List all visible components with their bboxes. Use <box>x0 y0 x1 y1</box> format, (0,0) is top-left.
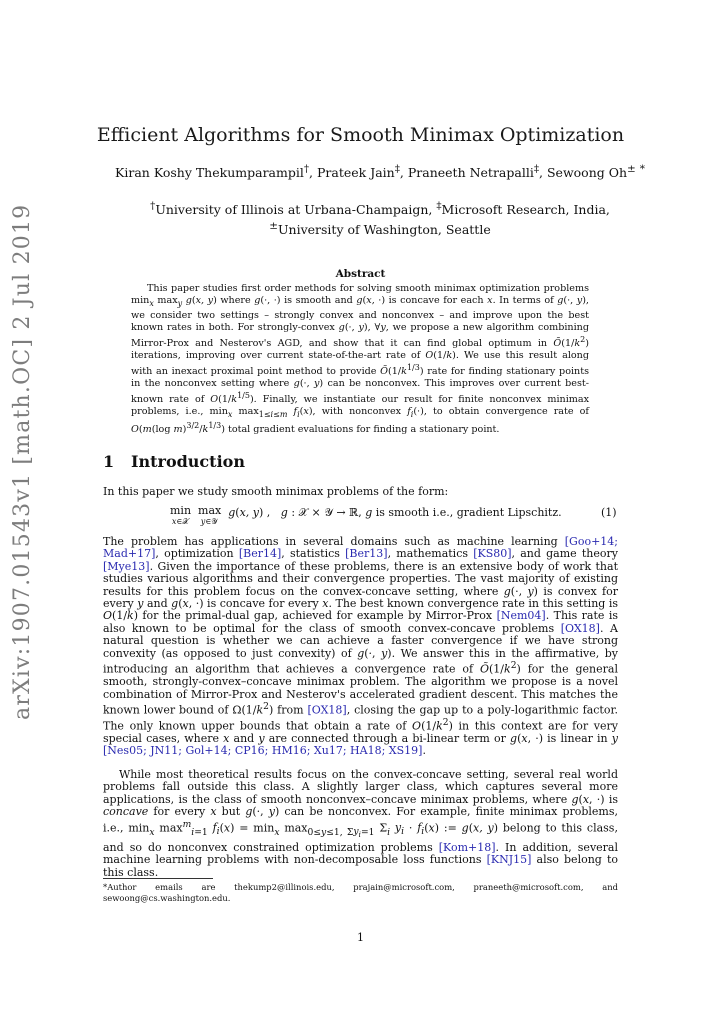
equation-1: min x∈𝒳 max y∈𝒴 g(x, y) , g : 𝒳 × 𝒴 → ℝ, g is smooth i.e., gradient Lipschitz. <box>170 504 562 526</box>
affiliation-line-2: ±University of Washington, Seattle <box>269 220 491 238</box>
intro-paragraph-2: The problem has applications in several domains such as machine learning [Goo+14; Mad+17], optimization [Ber14], statistics [Ber13], mathematics [KS80], and game theory [Mye13]. Given the importance of these problems, there is an extensive body of work that studies various algorithms and their convergence properties. The vast majority of existing results for this problem focus on the convex-concave setting, where g(·, y) is convex for every y and g(x, ·) is concave for every x. The best known convergence rate in this setting is O(1/k) for the primal-dual gap, achieved for example by Mirror-Prox [Nem04]. This rate is also known to be optimal for the class of smooth convex-concave problems [OX18]. A natural question is whether we can achieve a faster convergence if we have strong convexity (as opposed to just convexity) of g(·, y). We answer this in the affirmative, by introducing an algorithm that achieves a convergence rate of $Õ(1/k^2)$ for the general smooth, strongly-convex–concave minimax problem. The algorithm we propose is a novel combination of Mirror-Prox and Nesterov's accelerated gradient descent. This matches the known lower bound of $\Omega(1/k^2)$ from [OX18], closing the gap up to a poly-logarithmic factor. The only known upper bounds that obtain a rate of $O(1/k^2)$ in this context are for very special cases, where x and y are connected through a bi-linear term or g(x, ·) is linear in y [Nes05; JN11; Gol+14; CP16; HM16; Xu17; HA18; XS19]. <box>103 535 618 758</box>
arxiv-identifier: arXiv:1907.01543v1 [math.OC] 2 Jul 2019 <box>10 203 35 720</box>
abstract-text: This paper studies first order methods for solving smooth minimax optimization problems $\min_x \max_y g(x$, y) where g(·, ·) is smooth and g(x, ·) is concave for each x. In terms of g(·, y), we consider two settings – strongly convex and nonconvex – and improve upon the best known rates in both. For strongly-convex g(·, y), ∀y, we propose a new algorithm combining Mirror-Prox and Nesterov's AGD, and show that it can find global optimum in $Õ(1/k^2)$ iterations, improving over current state-of-the-art rate of O(1/k). We use this result along with an inexact proximal point method to provide $Õ(1/k^{1/3})$ rate for finding stationary points in the nonconvex setting where g(·, y) can be nonconvex. This improves over current best-known rate of $O(1/k^{1/5})$. Finally, we instantiate our result for finite nonconvex minimax problems, i.e., $\min_x \max_{1\le i\le m} f_i(x)$, with nonconvex $f_i(\cdot)$, to obtain convergence rate of O(m(log $m)^{3/2}/k^{1/3}$) total gradient evaluations for finding a stationary point. <box>131 283 589 436</box>
abstract-heading: Abstract <box>335 268 386 280</box>
footnote: *Author emails are thekump2@illinois.edu, prajain@microsoft.com, praneeth@microsoft.com, and sewoong@cs.washington.edu. <box>103 882 618 903</box>
equation-number: (1) <box>601 506 617 519</box>
section-heading <box>103 452 245 471</box>
paper-title: Efficient Algorithms for Smooth Minimax Optimization <box>96 124 625 146</box>
page-number: 1 <box>357 931 364 944</box>
affiliation-line-1: †University of Illinois at Urbana-Champaign, ‡Microsoft Research, India, <box>150 200 610 218</box>
author-affiliations <box>60 198 700 238</box>
footnote-rule <box>103 878 213 879</box>
author-list: Kiran Koshy Thekumparampil†, Prateek Jain‡, Praneeth Netrapalli‡, Sewoong Oh± * <box>115 163 645 181</box>
section-number: 1 <box>103 452 115 471</box>
intro-line: In this paper we study smooth minimax problems of the form: <box>103 485 449 498</box>
section-title: Introduction <box>131 452 245 471</box>
intro-paragraph-3: While most theoretical results focus on the convex-concave setting, several real world problems fall outside this class. A slightly larger class, which captures several more applications, is the class of smooth nonconvex–concave minimax problems, where g(x, ·) is concave for every x but g(·, y) can be nonconvex. For example, finite minimax problems, i.e., $\min_x \max^m_{i=1} f_i(x) = \min_x \max_{0\le y\le 1, \Sigma y_i=1} \Sigma_i$ $y_i \cdot f_i(x)$ := g(x, y) belong to this class, and so do nonconvex constrained optimization problems [Kom+18]. In addition, several machine learning problems with non-decomposable loss functions [KNJ15] also belong to this class. <box>103 768 619 879</box>
